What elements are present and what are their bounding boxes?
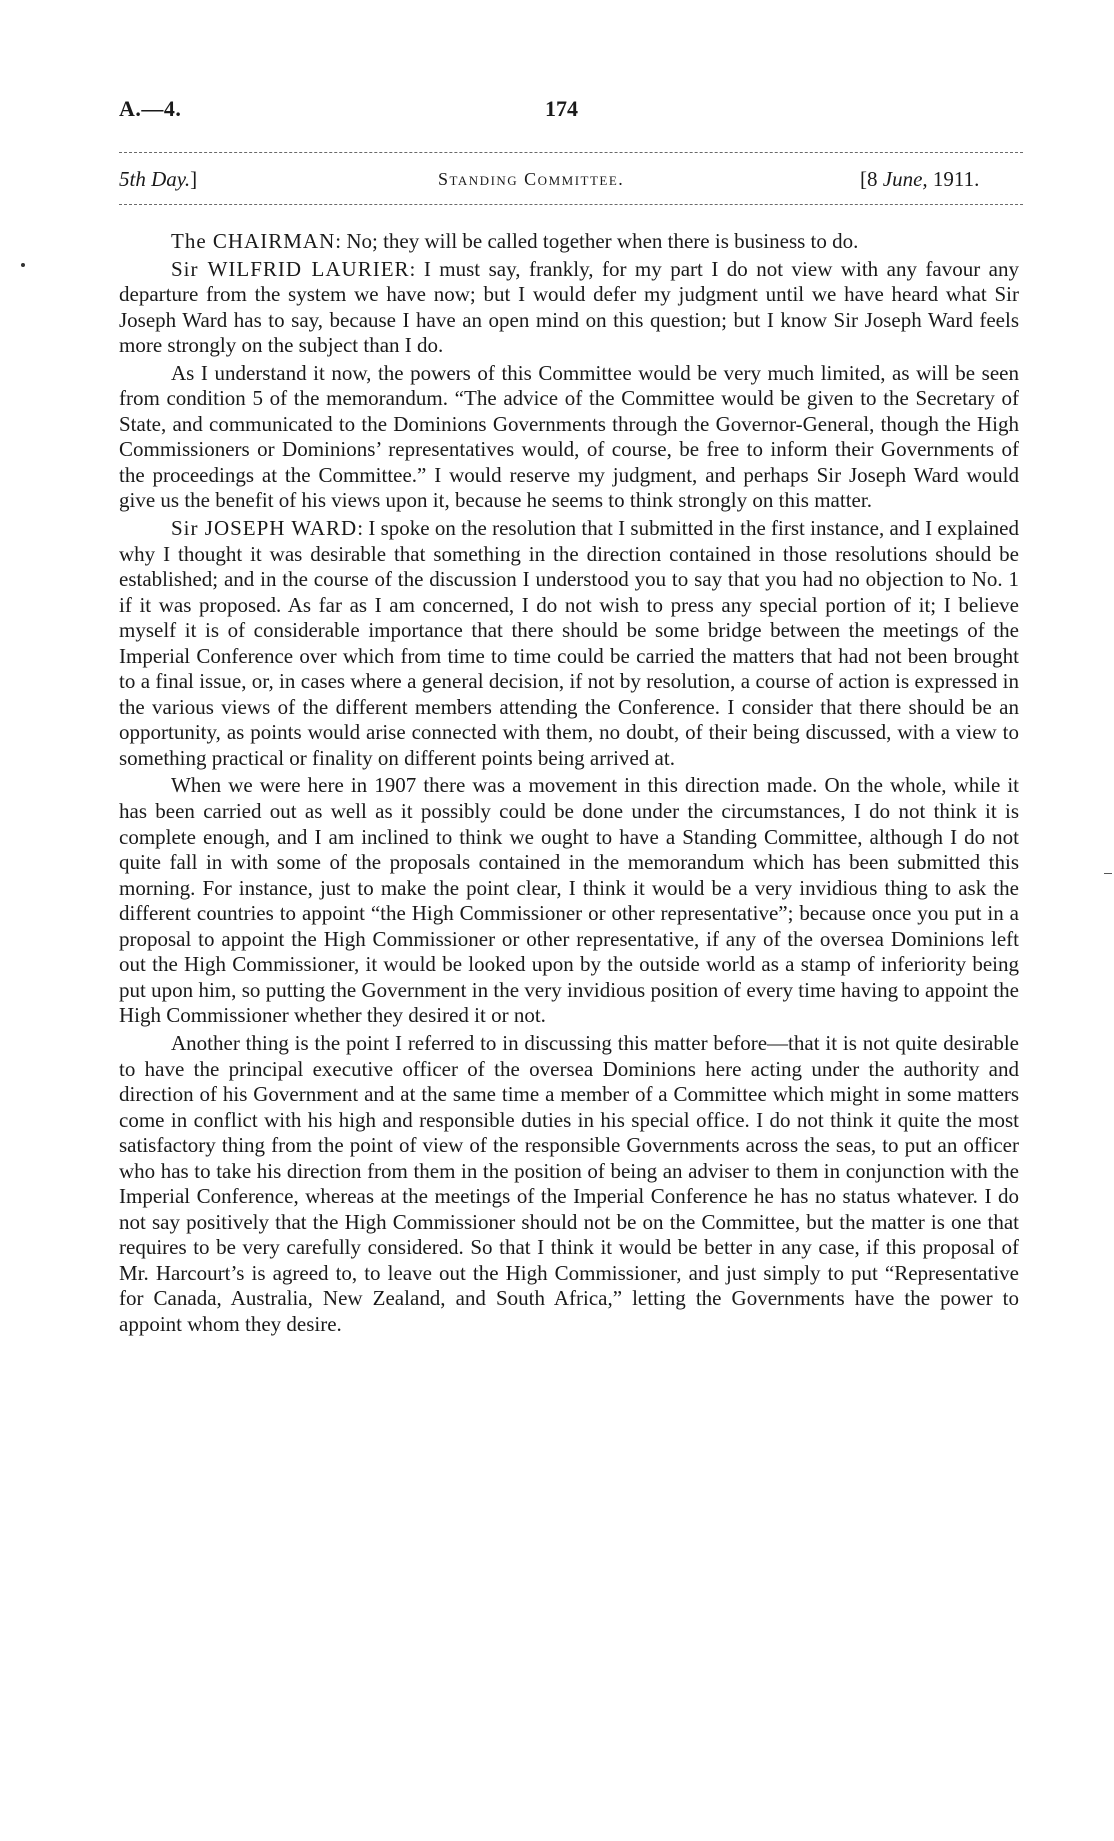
running-head-day: 5th Day.] [119,167,198,191]
paragraph [119,773,1019,1028]
date-open: [8 [860,167,883,191]
paragraph-text: As I understand it now, the powers of this Committee would be very much limited, as will be seen from condition 5 of the memorandum. “The advice of the Committee would be given to the Secretary of State, and communicated to the Dominions Governments through the Governor-General, though the High Commissioners or Dominions’ representatives would, of course, be free to inform their Governments of the proceedings at the Committee.” I would reserve my judgment, and perhaps Sir Joseph Ward would give us the benefit of his views upon it, because he seems to think strongly on this matter. [119,360,1019,513]
speaker-name: Sir WILFRID LAURIER [171,256,410,281]
paragraph [119,361,1019,514]
margin-tick [1104,873,1112,874]
paper-reference: A.—4. [119,96,182,121]
page-number: 174 [545,96,578,121]
paragraph-text: When we were here in 1907 there was a movement in this direction made. On the whole, while it has been carried out as well as it possibly could be done under the circumstances, I do not think it is complete enough, and I am inclined to think we ought to have a Standing Committee, although I do not quite fall in with some of the proposals contained in the memorandum which has been submitted this morning. For instance, just to make the point clear, I think it would be a very invidious thing to ask the different countries to appoint “the High Commissioner or other representative”; because once you put in a proposal to appoint the High Commissioner or other representative, if any of the oversea Dominions left out the High Commissioner, it would be looked upon by the outside world as a stamp of inferiority being put upon him, so putting the Government in the very invidious position of every time having to appoint the High Commissioner whether they desired it or not. [119,773,1019,1028]
paragraph [119,516,1019,771]
body-text [119,229,1019,1340]
paragraph-text: Another thing is the point I referred to in discussing this matter before—that it is not quite desirable to have the principal executive officer of the oversea Dominions here acting under the authority and direction of his Government and at the same time a member of a Committee which might in some matters come in conflict with his high and responsible duties in his special office. I do not think it quite the most satisfactory thing from the point of view of the responsible Governments across the seas, to put an officer who has to take his direction from them in the position of being an adviser to them in conjunction with the Imperial Conference, whereas at the meetings of the Imperial Conference he has no status whatever. I do not say positively that the High Commissioner should not be on the Committee, but the matter is one that requires to be very carefully considered. So that I think it would be better in any case, if this proposal of Mr. Harcourt’s is agreed to, to leave out the High Commissioner, and just simply to put “Representative for Canada, Australia, New Zealand, and South Africa,” letting the Governments have the power to appoint whom they desire. [119,1030,1019,1336]
paragraph [119,257,1019,359]
paragraph-text: : I must say, frankly, for my part I do not view with any favour any departure from the system we have now; but I would defer my judgment until we have heard what Sir Joseph Ward has to say, because I have an open mind on this question; but I know Sir Joseph Ward feels more strongly on the subject than I do. [119,256,1019,358]
margin-dot [21,263,25,267]
speaker-name: Sir JOSEPH WARD [171,516,358,541]
speaker-name: The CHAIRMAN [171,229,336,253]
header-rule-bottom [119,204,1023,205]
paragraph-text: : I spoke on the resolution that I submitted in the first instance, and I explained why I thought it was desirable that something in the direction contained in those resolutions should be established; and in the course of the discussion I understood you to say that you had no objection to No. 1 if it was proposed. As far as I am concerned, I do not wish to press any special portion of it; I believe myself it is of considerable importance that there should be some bridge between the meetings of the Imperial Conference over which from time to time could be carried the matters that had not been brought to a final issue, or, in cases where a general decision, if not by resolution, a course of action is expressed in the various views of the different members attending the Conference. I consider that there should be an opportunity, as points would arise connected with them, no doubt, of their being discussed, with a view to something practical or finality on different points being arrived at. [119,516,1019,770]
date-month: June, [882,167,928,191]
day-label: 5th Day. [119,167,191,191]
date-year: 1911. [927,167,980,191]
header-rule-top [119,152,1023,153]
paragraph-text: : No; they will be called together when there is business to do. [335,229,859,253]
running-head-title: Standing Committee. [438,169,625,189]
paragraph [119,1031,1019,1338]
paragraph [119,229,1019,255]
running-head-date [860,167,979,192]
